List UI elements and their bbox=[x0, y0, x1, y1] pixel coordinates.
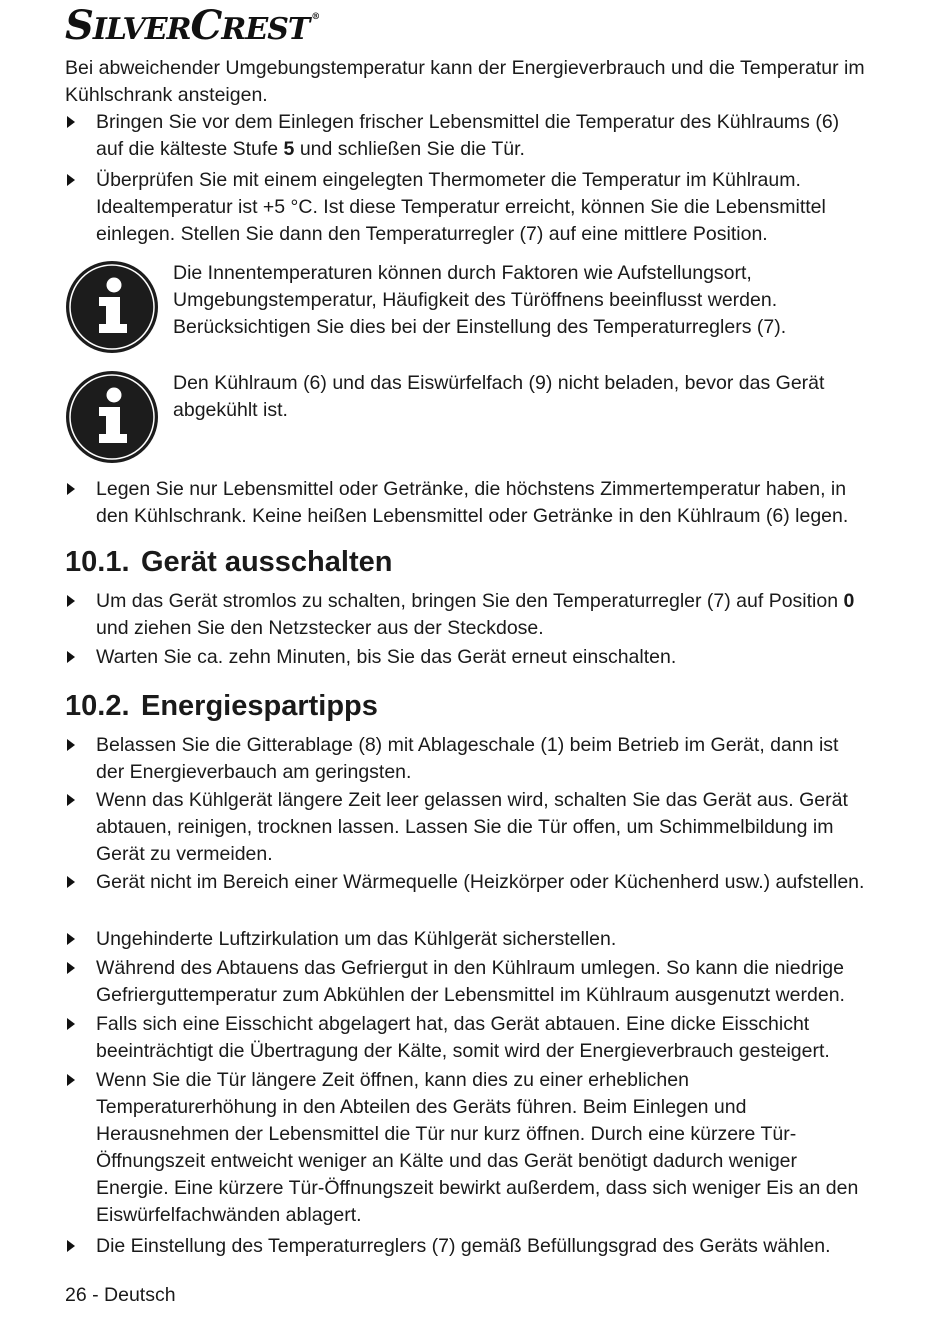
list-item: Bringen Sie vor dem Einlegen frischer Lebensmittel die Temperatur des Kühlraums (6) auf die kälteste Stufe 5 und schließen Sie die Tür. bbox=[65, 109, 865, 163]
info-text: Die Innentemperaturen können durch Faktoren wie Aufstellungsort, Umgebungstemperatur, Häufigkeit des Türöffnens beeinflusst werden. Berücksichtigen Sie dies bei der Einstellung des Temperaturreglers (7). bbox=[173, 262, 787, 338]
list-item: Ungehinderte Luftzirkulation um das Kühlgerät sicherstellen. bbox=[65, 926, 865, 953]
list-item: Wenn das Kühlgerät längere Zeit leer gelassen wird, schalten Sie das Gerät aus. Gerät abtauen, reinigen, trocknen lassen. Lassen Sie die Tür offen, um Schimmelbildung im Gerät zu vermeiden. bbox=[65, 787, 865, 868]
info-icon bbox=[65, 370, 159, 464]
list-item: Die Einstellung des Temperaturreglers (7) gemäß Befüllungsgrad des Geräts wählen. bbox=[65, 1233, 865, 1260]
list-item: Warten Sie ca. zehn Minuten, bis Sie das Gerät erneut einschalten. bbox=[65, 644, 865, 671]
list-item: Legen Sie nur Lebensmittel oder Getränke, die höchstens Zimmertemperatur haben, in den Kühlschrank. Keine heißen Lebensmittel oder Getränke in den Kühlraum (6) legen. bbox=[65, 476, 865, 530]
brand-logo: SILVERCREST ® bbox=[65, 2, 320, 49]
info-note bbox=[65, 370, 865, 424]
page-footer: 26 - Deutsch bbox=[65, 1284, 176, 1306]
info-note bbox=[65, 260, 865, 341]
triangle-bullet-icon bbox=[67, 483, 75, 495]
list-item: Überprüfen Sie mit einem eingelegten Thermometer die Temperatur im Kühlraum. Idealtemperatur ist +5 °C. Ist diese Temperatur erreicht, können Sie die Lebensmittel einlegen. Stellen Sie dann den Temperaturregler (7) auf eine mittlere Position. bbox=[65, 167, 865, 248]
list-item: Gerät nicht im Bereich einer Wärmequelle (Heizkörper oder Küchenherd usw.) aufstellen. bbox=[65, 869, 865, 896]
section-heading: 10.2. Energiespartipps bbox=[65, 690, 378, 722]
list-item: Um das Gerät stromlos zu schalten, bringen Sie den Temperaturregler (7) auf Position 0 und ziehen Sie den Netzstecker aus der Steckdose. bbox=[65, 588, 865, 642]
list-item: Falls sich eine Eisschicht abgelagert hat, das Gerät abtauen. Eine dicke Eisschicht beeinträchtigt die Übertragung der Kälte, somit wird der Energieverbrauch gesteigert. bbox=[65, 1011, 865, 1065]
triangle-bullet-icon bbox=[67, 1018, 75, 1030]
triangle-bullet-icon bbox=[67, 595, 75, 607]
triangle-bullet-icon bbox=[67, 962, 75, 974]
triangle-bullet-icon bbox=[67, 1074, 75, 1086]
triangle-bullet-icon bbox=[67, 1240, 75, 1252]
info-icon bbox=[65, 260, 159, 354]
list-item: Während des Abtauens das Gefriergut in den Kühlraum umlegen. So kann die niedrige Gefrierguttemperatur zum Abkühlen der Lebensmittel im Kühlraum ausgenutzt werden. bbox=[65, 955, 865, 1009]
intro-paragraph: Bei abweichender Umgebungstemperatur kann der Energieverbrauch und die Temperatur im Kühlschrank ansteigen. bbox=[65, 57, 865, 106]
list-item: Wenn Sie die Tür längere Zeit öffnen, kann dies zu einer erheblichen Temperaturerhöhung in den Abteilen des Geräts führen. Beim Einlegen und Herausnehmen der Lebensmittel die Tür nur kurz öffnen. Durch eine kürzere Tür-Öffnungszeit entweicht weniger an Kälte und das Gerät benötigt dadurch weniger Energie. Eine kürzere Tür-Öffnungszeit bewirkt außerdem, dass sich weniger Eis an den Eiswürfelfachwänden ablagert. bbox=[65, 1067, 865, 1229]
triangle-bullet-icon bbox=[67, 739, 75, 751]
triangle-bullet-icon bbox=[67, 651, 75, 663]
info-text: Den Kühlraum (6) und das Eiswürfelfach (9) nicht beladen, bevor das Gerät abgekühlt ist. bbox=[173, 372, 825, 421]
list-item: Belassen Sie die Gitterablage (8) mit Ablageschale (1) beim Betrieb im Gerät, dann ist der Energieverbauch am geringsten. bbox=[65, 732, 865, 786]
triangle-bullet-icon bbox=[67, 876, 75, 888]
triangle-bullet-icon bbox=[67, 174, 75, 186]
triangle-bullet-icon bbox=[67, 794, 75, 806]
triangle-bullet-icon bbox=[67, 933, 75, 945]
section-heading: 10.1. Gerät ausschalten bbox=[65, 546, 393, 578]
triangle-bullet-icon bbox=[67, 116, 75, 128]
